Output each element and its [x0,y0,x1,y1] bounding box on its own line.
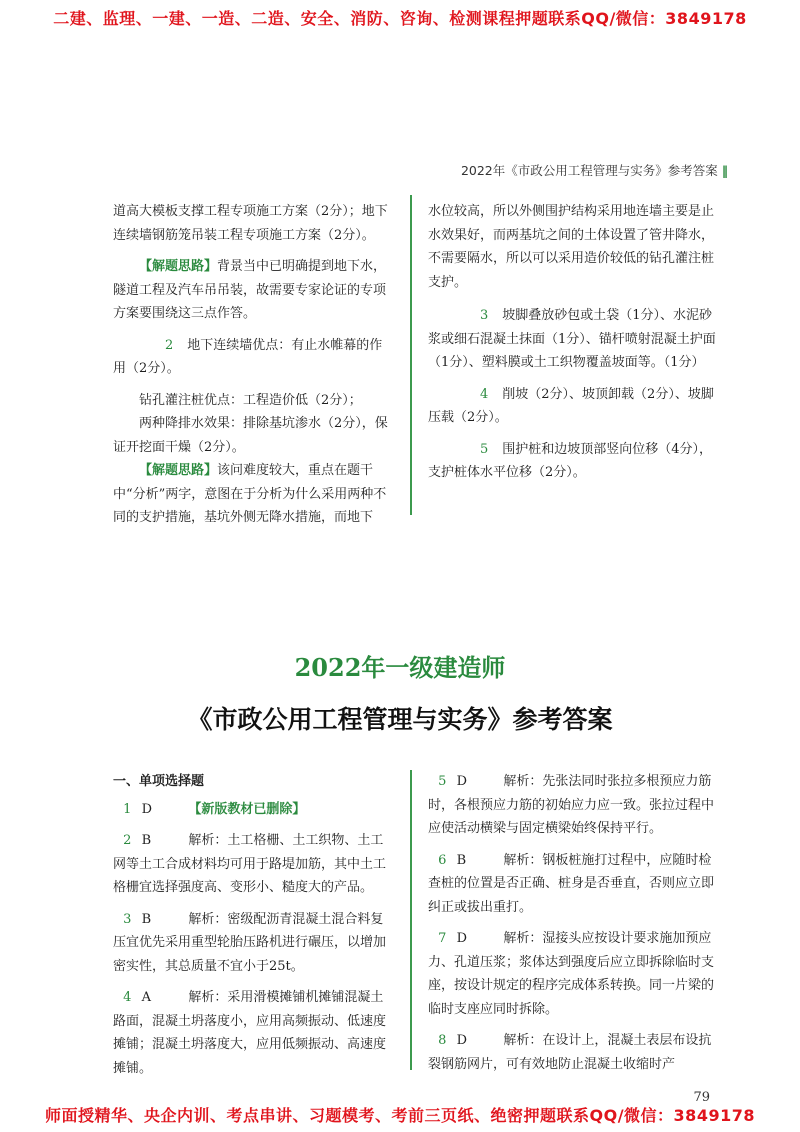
answer-explanation: 解析：密级配沥青混凝土混合料复压宜优先采用重型轮胎压路机进行碾压，以增加密实性，其总质量不宜小于25t。 [113,911,387,974]
upper-right-p2-text: 坡脚叠放砂包或土袋（1分）、水泥砂浆或细石混凝土抹面（1分）、锚杆喷射混凝土护面（1分）、塑料膜或土工织物覆盖坡面等。（1分） [428,308,716,370]
answer-explanation: 解析：在设计上，混凝土表层布设抗裂钢筋网片，可有效地防止混凝土收缩时产 [428,1033,712,1072]
answer-letter: B [141,833,152,848]
upper-left-p3 [113,334,395,381]
question-number: 2 [123,833,132,848]
running-header-text: 2022年《市政公用工程管理与实务》参考答案 [460,163,718,178]
upper-left-p2 [113,255,395,326]
upper-left-p4: 钻孔灌注桩优点：工程造价低（2分）； [139,392,362,408]
question-number: 5 [480,441,489,457]
upper-left-p2-text: 背景当中已明确提到地下水，隧道工程及汽车吊吊装，故需要专家论证的专项方案要围绕这三点作答。 [113,259,387,321]
upper-right-p3-text: 削坡（2分）、坡顶卸载（2分）、坡脚压载（2分）。 [428,386,714,425]
upper-left-p1: 道高大模板支撑工程专项施工方案（2分）；地下连续墙钢筋笼吊装工程专项施工方案（2分）。 [113,204,388,243]
answer-item-6 [428,849,718,920]
question-number: 7 [438,931,447,946]
upper-left-column [113,200,395,538]
upper-left-p5: 两种降排水效果：排除基坑渗水（2分），保证开挖面干燥（2分）。 [113,416,388,455]
question-number: 2 [165,337,174,353]
answer-item-1 [113,798,395,822]
section-heading: 一、单项选择题 [113,774,205,789]
running-header [461,161,728,179]
upper-right-p2 [428,304,718,375]
answer-item-8 [428,1029,718,1076]
upper-right-p4-text: 围护桩和边坡顶部竖向位移（4分），支护桩体水平位移（2分）。 [428,441,713,480]
question-number: 4 [480,386,489,402]
answer-key-title: 《市政公用工程管理与实务》参考答案 [187,705,613,734]
lower-left-column [113,770,395,1088]
answer-letter: D [456,931,468,946]
answer-item-7 [428,927,718,1021]
upper-right-p3 [428,383,718,430]
page-number: 79 [693,1090,710,1105]
exam-title: 2022年一级建造师 [294,653,506,682]
question-number: 1 [123,801,132,817]
upper-left-p6-text: 该问难度较大，重点在题干中“分析”两字，意图在于分析为什么采用两种不同的支护措施，基坑外侧无降水措施，而地下 [113,463,387,525]
answer-explanation: 解析：先张法同时张拉多根预应力筋时，各根预应力筋的初始应力应一致。张拉过程中应使活动横梁与固定横梁始终保持平行。 [428,774,715,836]
answer-letter: A [141,990,151,1005]
answer-explanation: 解析：湿接头应按设计要求施加预应力、孔道压浆；浆体达到强度后应立即拆除临时支座，按设计规定的程序完成体系转换。同一片梁的临时支座应同时拆除。 [428,931,715,1017]
solution-idea-tag: 【解题思路】 [139,259,218,274]
question-number: 5 [438,774,447,789]
answer-item-5 [428,770,718,841]
running-header-bars: ‖ [721,163,728,178]
answer-letter: B [141,911,152,927]
upper-left-p6 [113,459,395,530]
answer-explanation: 解析：钢板桩施打过程中，应随时检查桩的位置是否正确、桩身是否垂直，否则应立即纠正或拔出重打。 [428,852,715,915]
answer-explanation: 解析：土工格栅、土工织物、土工网等土工合成材料均可用于路堤加筋，其中土工格栅宜选择强度高、变形小、糙度大的产品。 [113,833,387,895]
lower-right-column [428,770,718,1076]
solution-idea-tag: 【解题思路】 [139,463,218,478]
answer-item-4 [113,986,395,1080]
question-number: 3 [480,308,489,323]
upper-right-column [428,200,718,493]
answer-letter: D [456,774,468,789]
deleted-note: 【新版教材已删除】 [188,801,306,817]
upper-left-p3-text: 地下连续墙优点：有止水帷幕的作用（2分）。 [113,337,383,376]
upper-right-p4 [428,438,718,485]
question-number: 6 [438,852,447,868]
lower-column-divider [410,770,412,1070]
bottom-promo-banner: 师面授精华、央企内训、考点串讲、习题模考、考前三页纸、绝密押题联系QQ/微信：3849178 [45,1106,755,1125]
question-number: 8 [438,1033,447,1048]
answer-item-3 [113,908,395,979]
upper-column-divider [410,195,412,515]
answer-letter: B [456,852,467,868]
answer-explanation: 解析：采用滑模摊铺机摊铺混凝土路面，混凝土坍落度小，应用高频振动、低速度摊铺；混凝土坍落度大，应用低频振动、高速度摊铺。 [113,990,387,1076]
question-number: 4 [123,990,132,1005]
question-number: 3 [123,911,132,927]
answer-item-2 [113,829,395,900]
answer-letter: D [456,1033,468,1048]
answer-letter: D [141,801,153,817]
top-promo-banner: 二建、监理、一建、一造、二造、安全、消防、咨询、检测课程押题联系QQ/微信：3849178 [53,9,747,28]
upper-right-p1: 水位较高，所以外侧围护结构采用地连墙主要是止水效果好，而两基坑之间的土体设置了管井降水，不需要隔水，所以可以采用造价较低的钻孔灌注桩支护。 [428,204,715,290]
